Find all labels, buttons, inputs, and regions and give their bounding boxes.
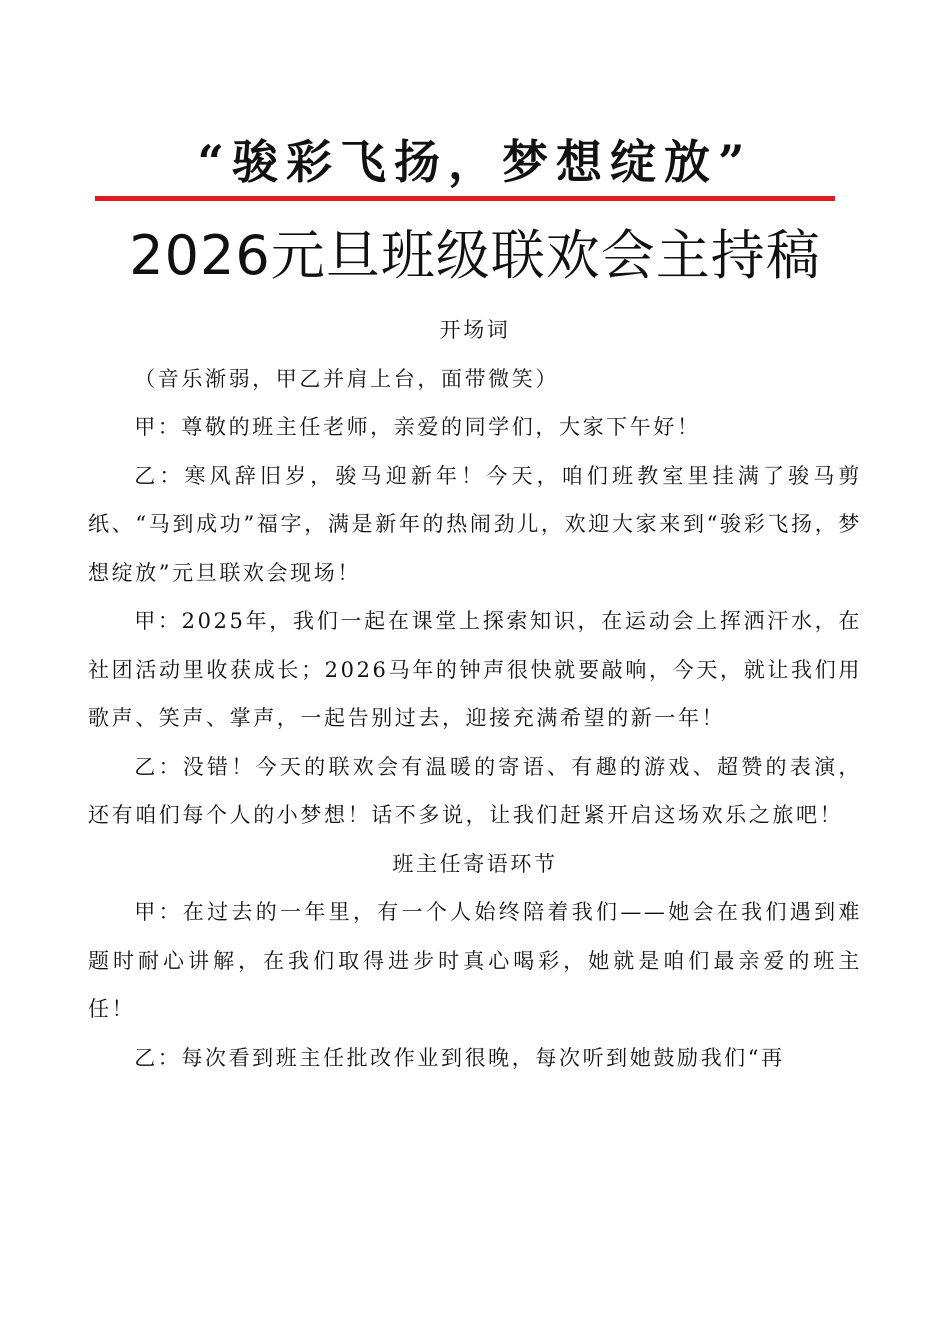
- title-divider: [95, 196, 835, 201]
- script-paragraph: 乙：没错！今天的联欢会有温暖的寄语、有趣的游戏、超赞的表演，还有咱们每个人的小梦想！话不多说，让我们赶紧开启这场欢乐之旅吧！: [88, 754, 862, 827]
- document-body: [88, 306, 862, 1082]
- script-paragraph: 乙：每次看到班主任批改作业到很晚，每次听到她鼓励我们“再: [134, 1045, 785, 1070]
- script-paragraph: 甲：2025年，我们一起在课堂上探索知识，在运动会上挥洒汗水，在社团活动里收获成长；2026马年的钟声很快就要敲响，今天，就让我们用歌声、笑声、掌声，一起告别过去，迎接充满希望的新一年！: [88, 609, 862, 730]
- document-slogan-title: “骏彩飞扬，梦想绽放”: [197, 135, 753, 189]
- script-paragraph: 甲：尊敬的班主任老师，亲爱的同学们，大家下午好！: [134, 415, 701, 439]
- script-paragraph: 乙：寒风辞旧岁，骏马迎新年！今天，咱们班教室里挂满了骏马剪纸、“马到成功”福字，满是新年的热闹劲儿，欢迎大家来到“骏彩飞扬，梦想绽放”元旦联欢会现场！: [88, 463, 862, 585]
- document-main-title: 2026元旦班级联欢会主持稿: [129, 224, 821, 287]
- section-heading: 开场词: [439, 318, 511, 342]
- stage-direction: （音乐渐弱，甲乙并肩上台，面带微笑）: [134, 366, 559, 391]
- script-paragraph: 甲：在过去的一年里，有一个人始终陪着我们——她会在我们遇到难题时耐心讲解，在我们取得进步时真心喝彩，她就是咱们最亲爱的班主任！: [88, 900, 862, 1021]
- section-heading: 班主任寄语环节: [392, 851, 558, 876]
